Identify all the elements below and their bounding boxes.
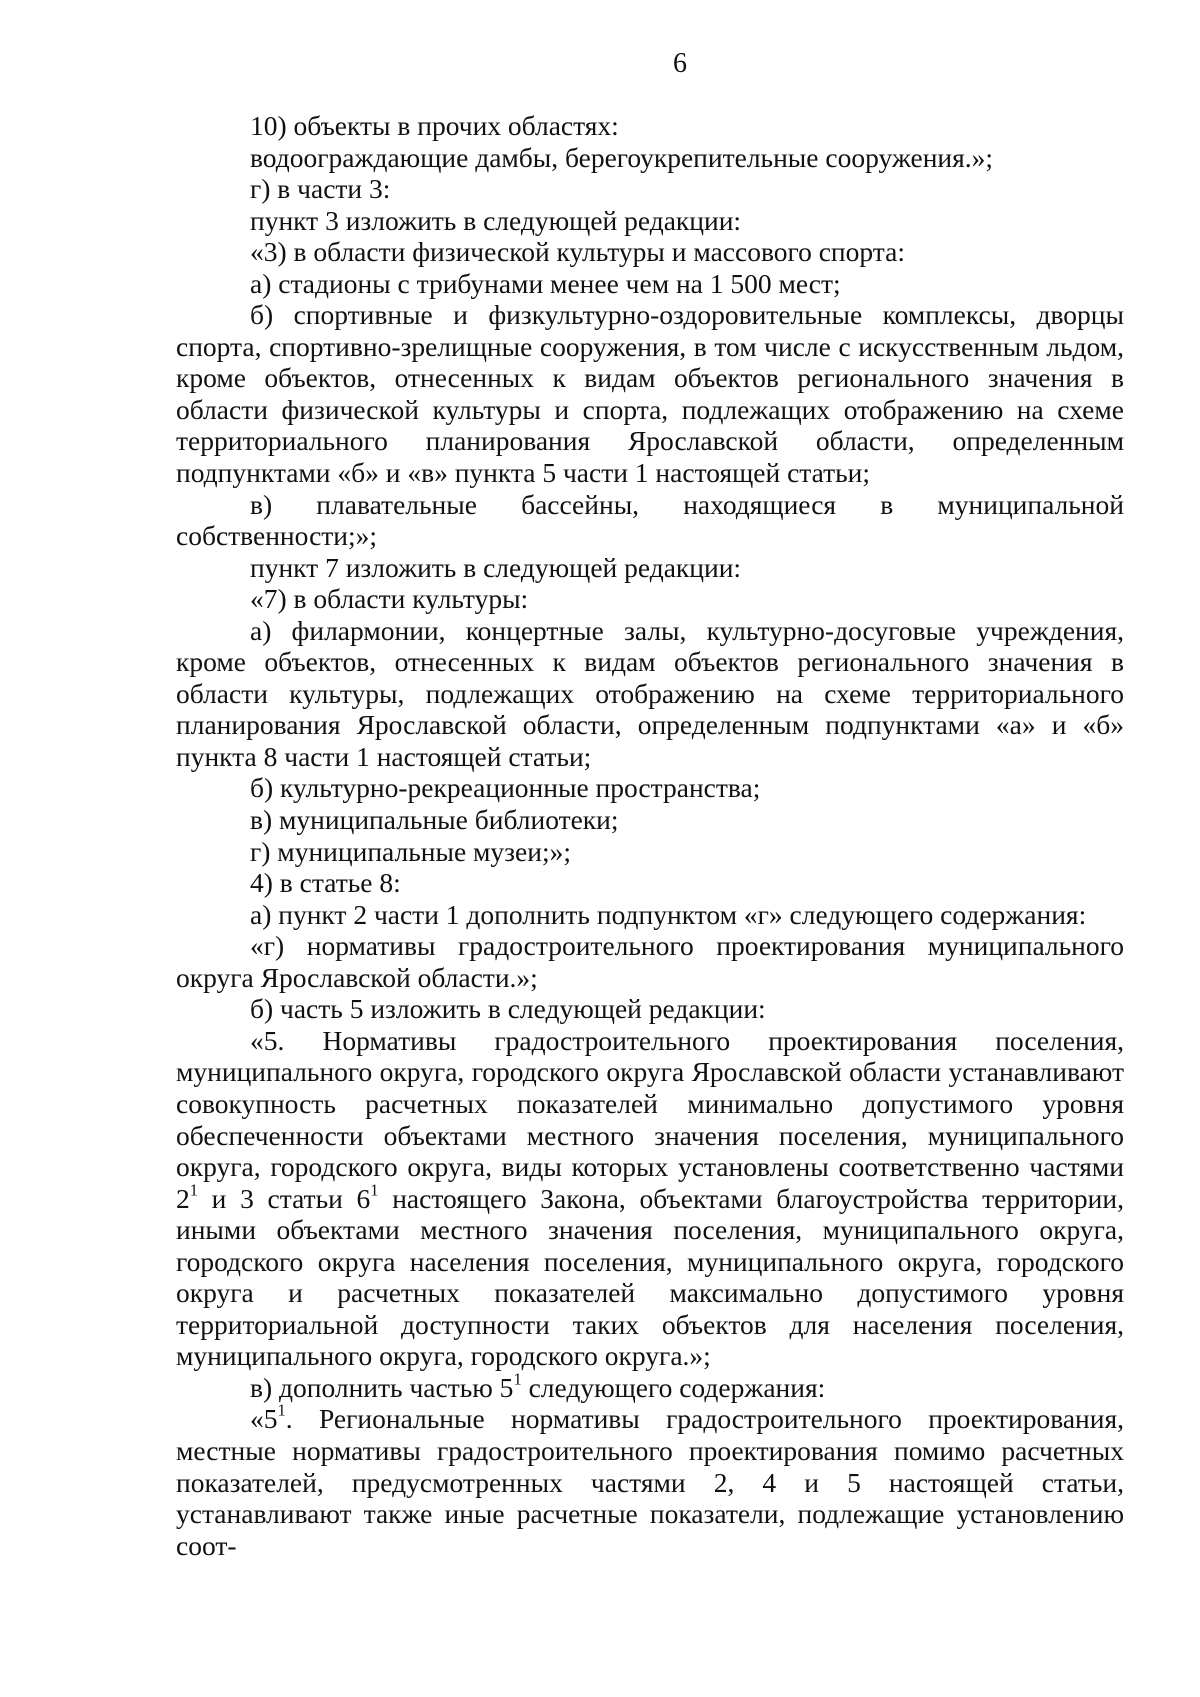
text-fragment: следующего содержания: <box>521 1371 826 1403</box>
paragraph-sport-complexes: б) спортивные и физкультурно-оздоровительные комплексы, дворцы спорта, спортивно-зрелищные сооружения, в том числе с искусственным льдом, кроме объектов, отнесенных к видам объектов регионального значения в области физической культуры и спорта, подлежащих отображению на схеме территориального планирования Ярославской области, определенным подпунктами «б» и «в» пункта 5 части 1 настоящей статьи; <box>176 299 1124 489</box>
paragraph-recreation-spaces: б) культурно-рекреационные пространства; <box>250 772 761 804</box>
superscript: 1 <box>189 1180 198 1200</box>
paragraph-dams: водоограждающие дамбы, берегоукрепительные сооружения.»; <box>250 141 994 173</box>
paragraph-point-2-supplement: а) пункт 2 части 1 дополнить подпунктом «г» следующего содержания: <box>250 898 1087 930</box>
text-fragment: и 3 статьи 6 <box>198 1182 371 1214</box>
paragraph-point-7-edit: пункт 7 изложить в следующей редакции: <box>250 551 742 583</box>
paragraph-sport-area: «3) в области физической культуры и массового спорта: <box>250 236 905 268</box>
page-number: 6 <box>673 48 687 79</box>
text-fragment: «5 <box>250 1403 278 1435</box>
superscript: 1 <box>513 1369 522 1389</box>
text-fragment: «5. Нормативы градостроительного проектирования поселения, муниципального округа, городского округа Ярославской области устанавливают совокупность расчетных показателей минимально допустимого уровня обеспеченности объектами местного значения поселения, муниципального округа, городского округа, виды которых установлены соответственно частями 2 <box>176 1024 1124 1214</box>
paragraph-philharmonics: а) филармонии, концертные залы, культурно-досуговые учреждения, кроме объектов, отнесенных к видам объектов регионального значения в области культуры, подлежащих отображению на схеме территориального планирования Ярославской области, определенным подпунктами «а» и «б» пункта 8 части 1 настоящей статьи; <box>176 614 1124 772</box>
paragraph-norms-part-5 <box>176 1025 1124 1372</box>
text-fragment: настоящего Закона, объектами благоустройства территории, иными объектами местного значения поселения, муниципального округа, городского округа населения поселения, муниципального округа, городского округа и расчетных показателей максимально допустимого уровня территориальной доступности таких объектов для населения поселения, муниципального округа, городского округа.»; <box>176 1182 1124 1372</box>
paragraph-add-part-5-1 <box>176 1369 1124 1404</box>
paragraph-libraries: в) муниципальные библиотеки; <box>250 804 619 836</box>
paragraph-article-8: 4) в статье 8: <box>250 867 401 899</box>
paragraph-stadiums: а) стадионы с трибунами менее чем на 1 500 мест; <box>250 267 841 299</box>
superscript: 1 <box>277 1401 286 1421</box>
paragraph-pools: в) плавательные бассейны, находящиеся в муниципальной собственности;»; <box>176 488 1124 552</box>
paragraph-point-3-edit: пункт 3 изложить в следующей редакции: <box>250 204 742 236</box>
paragraph-part-3: г) в части 3: <box>250 173 391 205</box>
paragraph-culture-area: «7) в области культуры: <box>250 583 529 615</box>
superscript: 1 <box>370 1180 379 1200</box>
text-fragment: в) дополнить частью 5 <box>250 1371 514 1403</box>
paragraph-museums: г) муниципальные музеи;»; <box>250 835 572 867</box>
document-body <box>176 110 1124 1561</box>
paragraph-objects-other-areas: 10) объекты в прочих областях: <box>250 110 619 141</box>
paragraph-norms-municipal-okrug: «г) нормативы градостроительного проектирования муниципального округа Ярославской области.»; <box>176 930 1124 993</box>
paragraph-regional-norms <box>176 1403 1124 1561</box>
text-fragment: . Региональные нормативы градостроительного проектирования, местные нормативы градостроительного проектирования помимо расчетных показателей, предусмотренных частями 2, 4 и 5 настоящей статьи, устанавливают также иные расчетные показатели, подлежащие установлению соот- <box>176 1403 1124 1561</box>
paragraph-part-5-edit: б) часть 5 изложить в следующей редакции: <box>250 993 766 1025</box>
